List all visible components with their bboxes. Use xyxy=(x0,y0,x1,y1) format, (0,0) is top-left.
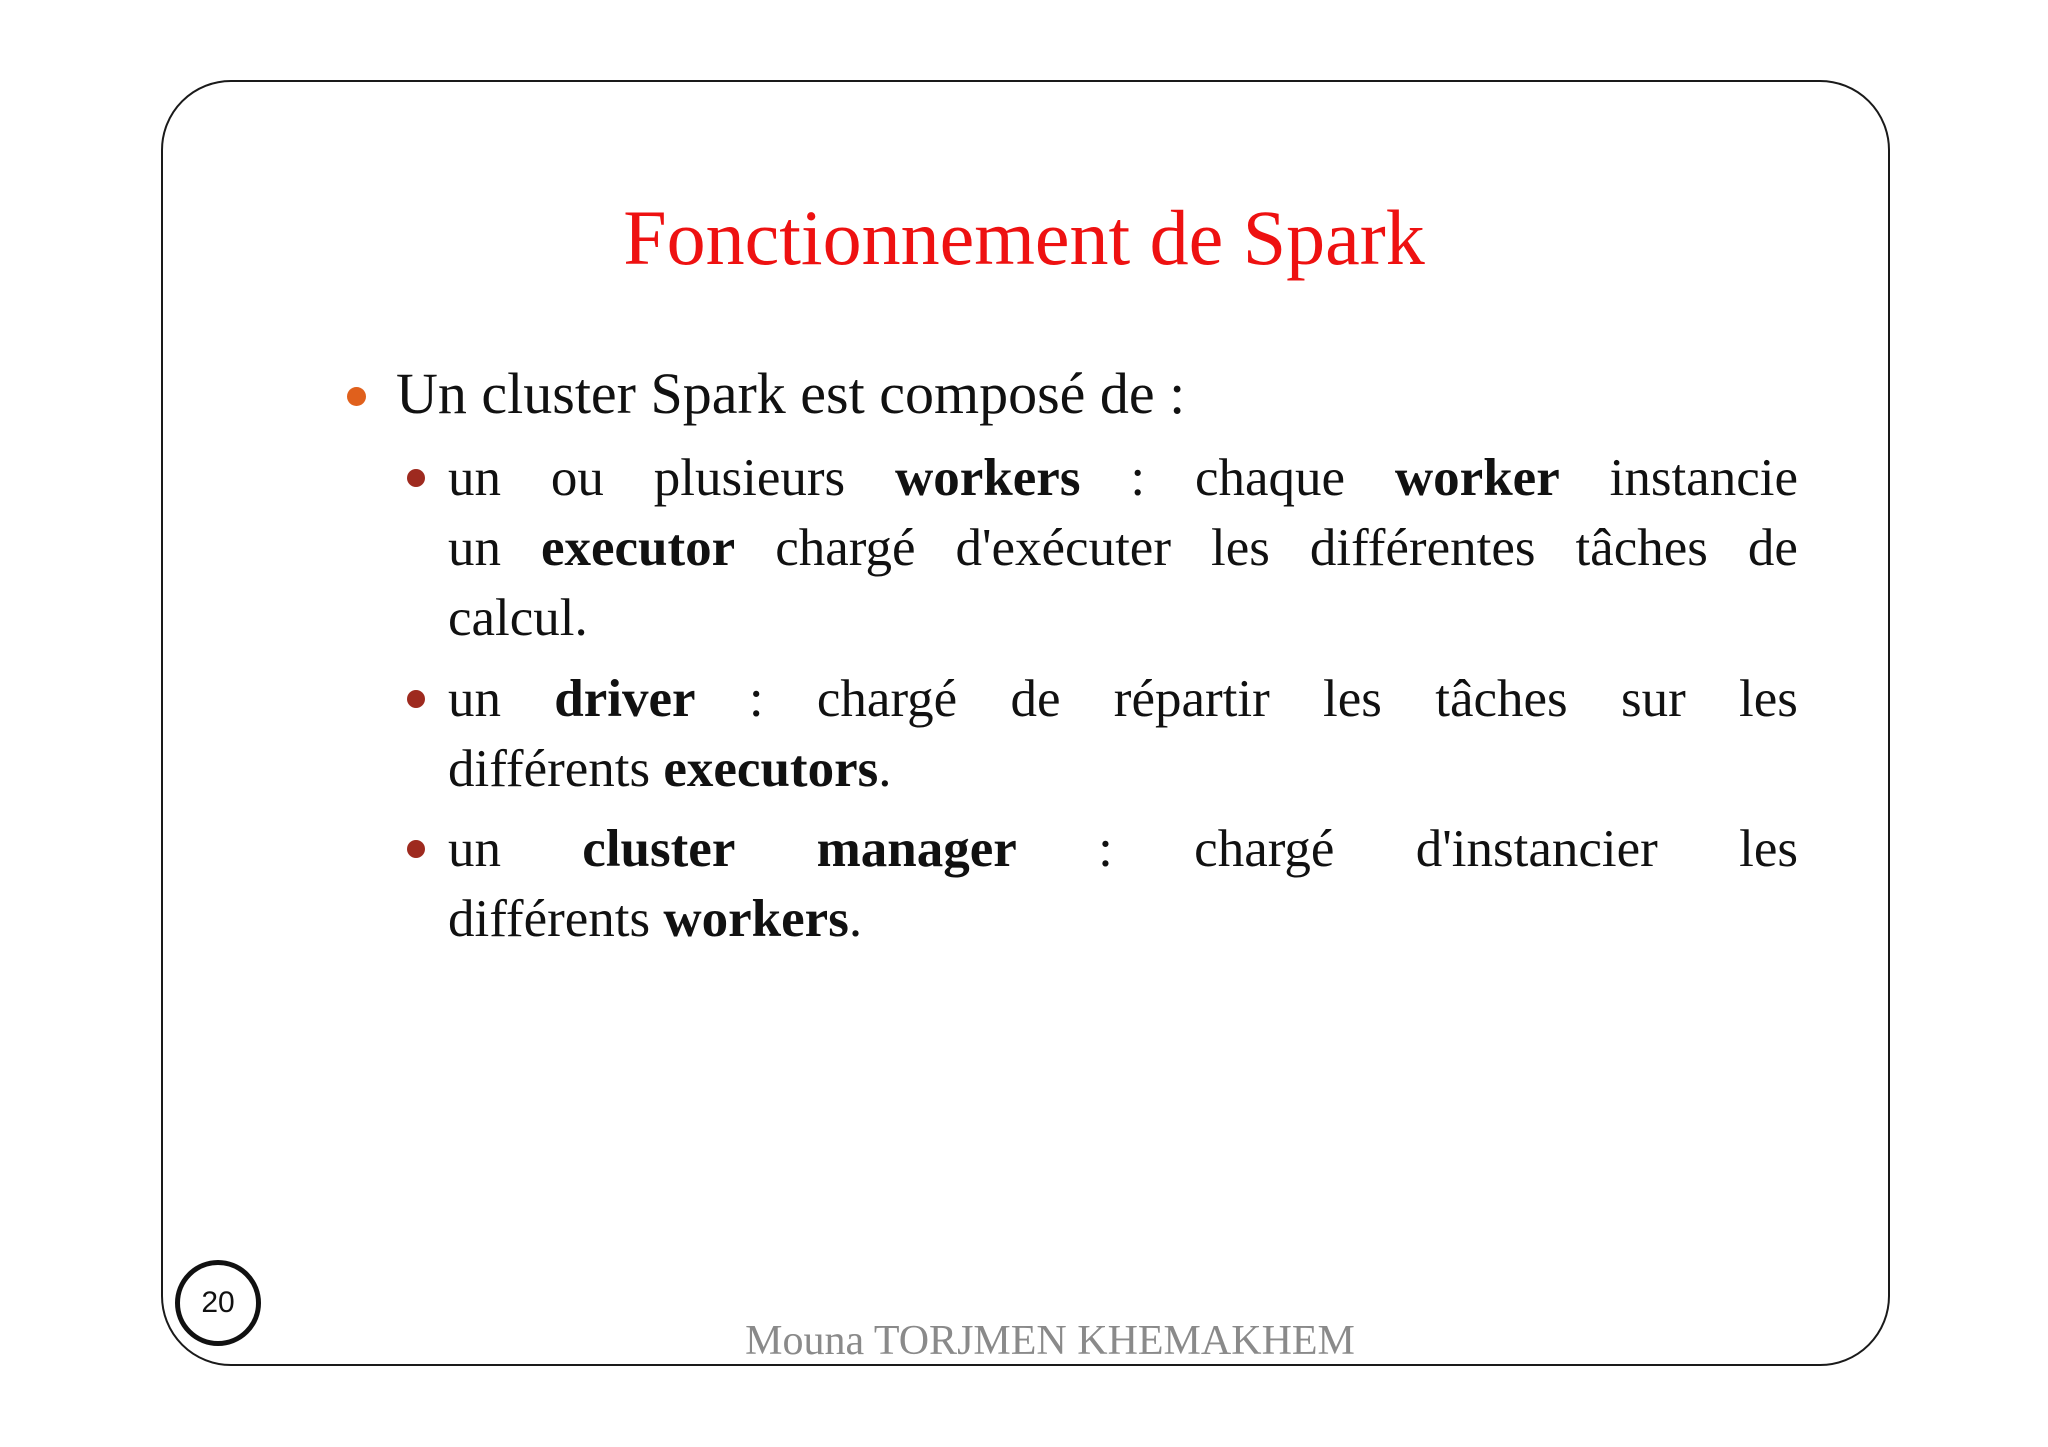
word: chaque xyxy=(1194,449,1346,507)
word: chargé xyxy=(1194,820,1335,878)
word: différents xyxy=(448,740,651,798)
term-driver: driver xyxy=(554,670,696,728)
item-cluster-manager-line-1 xyxy=(448,814,1798,884)
word: les xyxy=(1323,670,1382,728)
item-workers-line-2 xyxy=(448,513,1798,583)
item-workers-line-1 xyxy=(448,443,1798,513)
word: instancie xyxy=(1609,449,1798,507)
punctuation: . xyxy=(848,890,863,948)
word: d'exécuter xyxy=(955,519,1171,577)
page-number-badge: 20 xyxy=(175,1260,261,1346)
word: un xyxy=(448,449,501,507)
item-driver-line-2 xyxy=(448,734,1798,804)
term-workers: workers xyxy=(663,890,849,948)
slide-title: Fonctionnement de Spark xyxy=(623,194,1425,281)
word: calcul. xyxy=(448,589,588,647)
word: un xyxy=(448,820,501,878)
word: de xyxy=(1010,670,1061,728)
item-workers-line-3 xyxy=(448,583,1798,653)
sub-bullet-icon xyxy=(407,469,425,487)
word: un xyxy=(448,670,501,728)
word: de xyxy=(1747,519,1798,577)
bullet-intro: Un cluster Spark est composé de : xyxy=(396,361,1186,426)
item-cluster-manager-line-2 xyxy=(448,884,1798,954)
punctuation: . xyxy=(878,740,892,798)
word: différentes xyxy=(1309,519,1536,577)
word: ou xyxy=(550,449,604,507)
term-manager: manager xyxy=(816,820,1017,878)
term-executors: executors xyxy=(663,740,879,798)
word: : xyxy=(748,670,764,728)
word: les xyxy=(1739,820,1798,878)
word: les xyxy=(1739,670,1798,728)
word: : xyxy=(1098,820,1113,878)
term-worker: worker xyxy=(1394,449,1560,507)
word: un xyxy=(448,519,501,577)
word: chargé xyxy=(775,519,916,577)
word: tâches xyxy=(1435,670,1568,728)
word: sur xyxy=(1620,670,1686,728)
word: les xyxy=(1210,519,1270,577)
bullet-icon xyxy=(347,387,366,406)
word: tâches xyxy=(1575,519,1708,577)
sub-bullet-icon xyxy=(407,840,425,858)
item-driver-line-1 xyxy=(448,664,1798,734)
word: chargé xyxy=(816,670,958,728)
word: d'instancier xyxy=(1415,820,1658,878)
sub-bullet-icon xyxy=(407,690,425,708)
footer-author: Mouna TORJMEN KHEMAKHEM xyxy=(745,1318,1355,1364)
term-executor: executor xyxy=(540,519,736,577)
term-cluster: cluster xyxy=(582,820,736,878)
term-workers: workers xyxy=(895,449,1081,507)
word: : xyxy=(1130,449,1146,507)
word: plusieurs xyxy=(653,449,846,507)
word: répartir xyxy=(1113,670,1270,728)
word: différents xyxy=(448,890,651,948)
